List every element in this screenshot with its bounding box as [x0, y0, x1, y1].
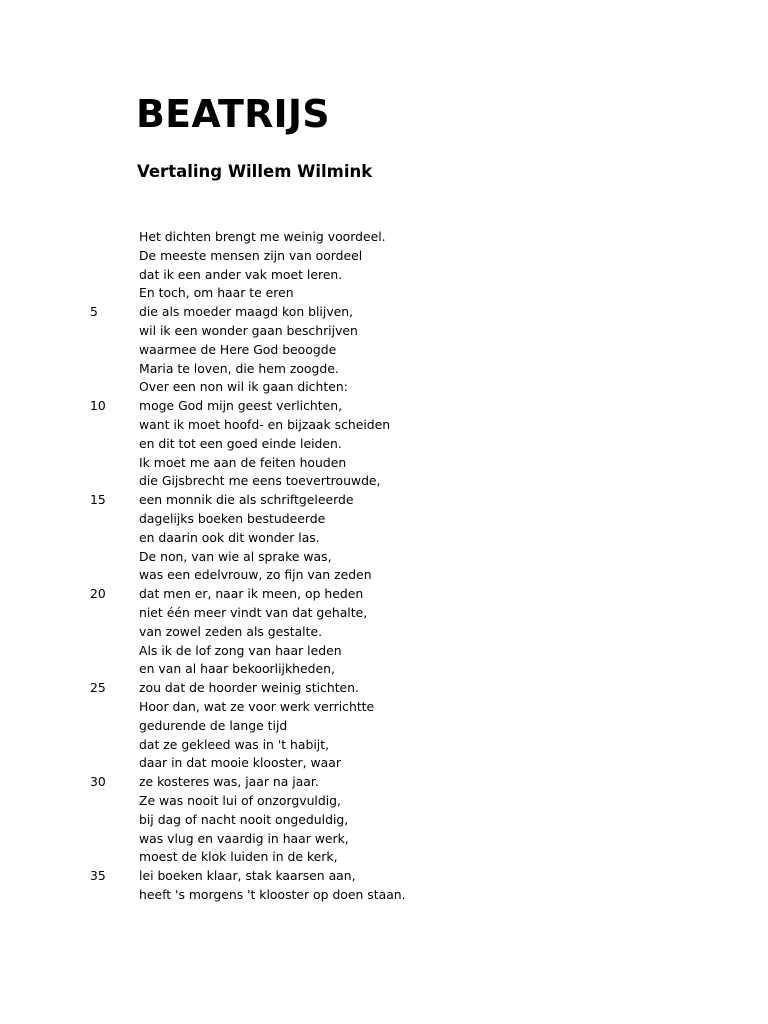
line-text: want ik moet hoofd- en bijzaak scheiden [139, 416, 391, 432]
line-number: 10 [90, 398, 106, 414]
poem-line [0, 303, 768, 322]
page-subtitle: Vertaling Willem Wilmink [137, 162, 373, 181]
page-title: BEATRIJS [136, 92, 330, 136]
poem-line [0, 698, 768, 717]
poem-line [0, 679, 768, 698]
line-text: die als moeder maagd kon blijven, [139, 304, 354, 320]
line-text: lei boeken klaar, stak kaarsen aan, [139, 868, 356, 884]
line-text: dat men er, naar ik meen, op heden [139, 586, 364, 602]
poem-line [0, 773, 768, 792]
line-number: 25 [90, 680, 106, 696]
line-text: Maria te loven, die hem zoogde. [139, 360, 339, 376]
poem-line [0, 566, 768, 585]
line-text: dagelijks boeken bestudeerde [139, 510, 326, 526]
line-text: De meeste mensen zijn van oordeel [139, 247, 363, 263]
line-text: De non, van wie al sprake was, [139, 548, 332, 564]
poem-line [0, 397, 768, 416]
poem-line [0, 642, 768, 661]
line-text: moge God mijn geest verlichten, [139, 398, 343, 414]
poem-line [0, 604, 768, 623]
poem-line [0, 266, 768, 285]
poem-line [0, 360, 768, 379]
line-text: waarmee de Here God beoogde [139, 341, 337, 357]
poem-body [0, 228, 768, 905]
line-text: niet één meer vindt van dat gehalte, [139, 604, 368, 620]
poem-line [0, 792, 768, 811]
line-text: Over een non wil ik gaan dichten: [139, 379, 348, 395]
line-text: dat ik een ander vak moet leren. [139, 266, 343, 282]
poem-line [0, 886, 768, 905]
line-text: van zowel zeden als gestalte. [139, 623, 323, 639]
poem-line [0, 754, 768, 773]
line-text: moest de klok luiden in de kerk, [139, 849, 338, 865]
poem-line [0, 660, 768, 679]
line-text: was vlug en vaardig in haar werk, [139, 830, 349, 846]
poem-line [0, 623, 768, 642]
line-text: Het dichten brengt me weinig voordeel. [139, 229, 386, 244]
line-text: ze kosteres was, jaar na jaar. [139, 774, 319, 790]
line-text: Hoor dan, wat ze voor werk verrichtte [139, 698, 375, 714]
poem-line [0, 322, 768, 341]
line-text: en dit tot een goed einde leiden. [139, 435, 342, 451]
poem-line [0, 341, 768, 360]
line-text: Ze was nooit lui of onzorgvuldig, [139, 792, 341, 808]
line-text: dat ze gekleed was in 't habijt, [139, 736, 330, 752]
line-text: en daarin ook dit wonder las. [139, 529, 320, 545]
line-number: 15 [90, 492, 106, 508]
poem-line [0, 848, 768, 867]
line-text: daar in dat mooie klooster, waar [139, 755, 341, 771]
poem-line [0, 378, 768, 397]
poem-line [0, 736, 768, 755]
poem-line [0, 472, 768, 491]
poem-line [0, 247, 768, 266]
poem-line [0, 416, 768, 435]
poem-line [0, 830, 768, 849]
line-text: Als ik de lof zong van haar leden [139, 642, 342, 658]
poem-line [0, 228, 768, 247]
poem-line [0, 585, 768, 604]
line-text: was een edelvrouw, zo fijn van zeden [139, 567, 372, 583]
poem-line [0, 284, 768, 303]
poem-line [0, 454, 768, 473]
poem-line [0, 435, 768, 454]
line-text: die Gijsbrecht me eens toevertrouwde, [139, 473, 381, 489]
line-text: een monnik die als schriftgeleerde [139, 492, 354, 508]
line-text: en van al haar bekoorlijkheden, [139, 661, 335, 677]
poem-line [0, 717, 768, 736]
poem-line [0, 529, 768, 548]
line-text: zou dat de hoorder weinig stichten. [139, 680, 359, 696]
line-text: heeft 's morgens 't klooster op doen staan. [139, 886, 406, 902]
line-text: bij dag of nacht nooit ongeduldig, [139, 811, 349, 827]
line-number: 5 [90, 304, 98, 320]
poem-line [0, 867, 768, 886]
line-number: 30 [90, 774, 106, 790]
line-text: Ik moet me aan de feiten houden [139, 454, 347, 470]
poem-line [0, 491, 768, 510]
poem-line [0, 548, 768, 567]
line-number: 20 [90, 586, 106, 602]
poem-line [0, 811, 768, 830]
line-text: gedurende de lange tijd [139, 717, 288, 733]
line-number: 35 [90, 868, 106, 884]
poem-line [0, 510, 768, 529]
line-text: wil ik een wonder gaan beschrijven [139, 322, 358, 338]
line-text: En toch, om haar te eren [139, 285, 294, 301]
